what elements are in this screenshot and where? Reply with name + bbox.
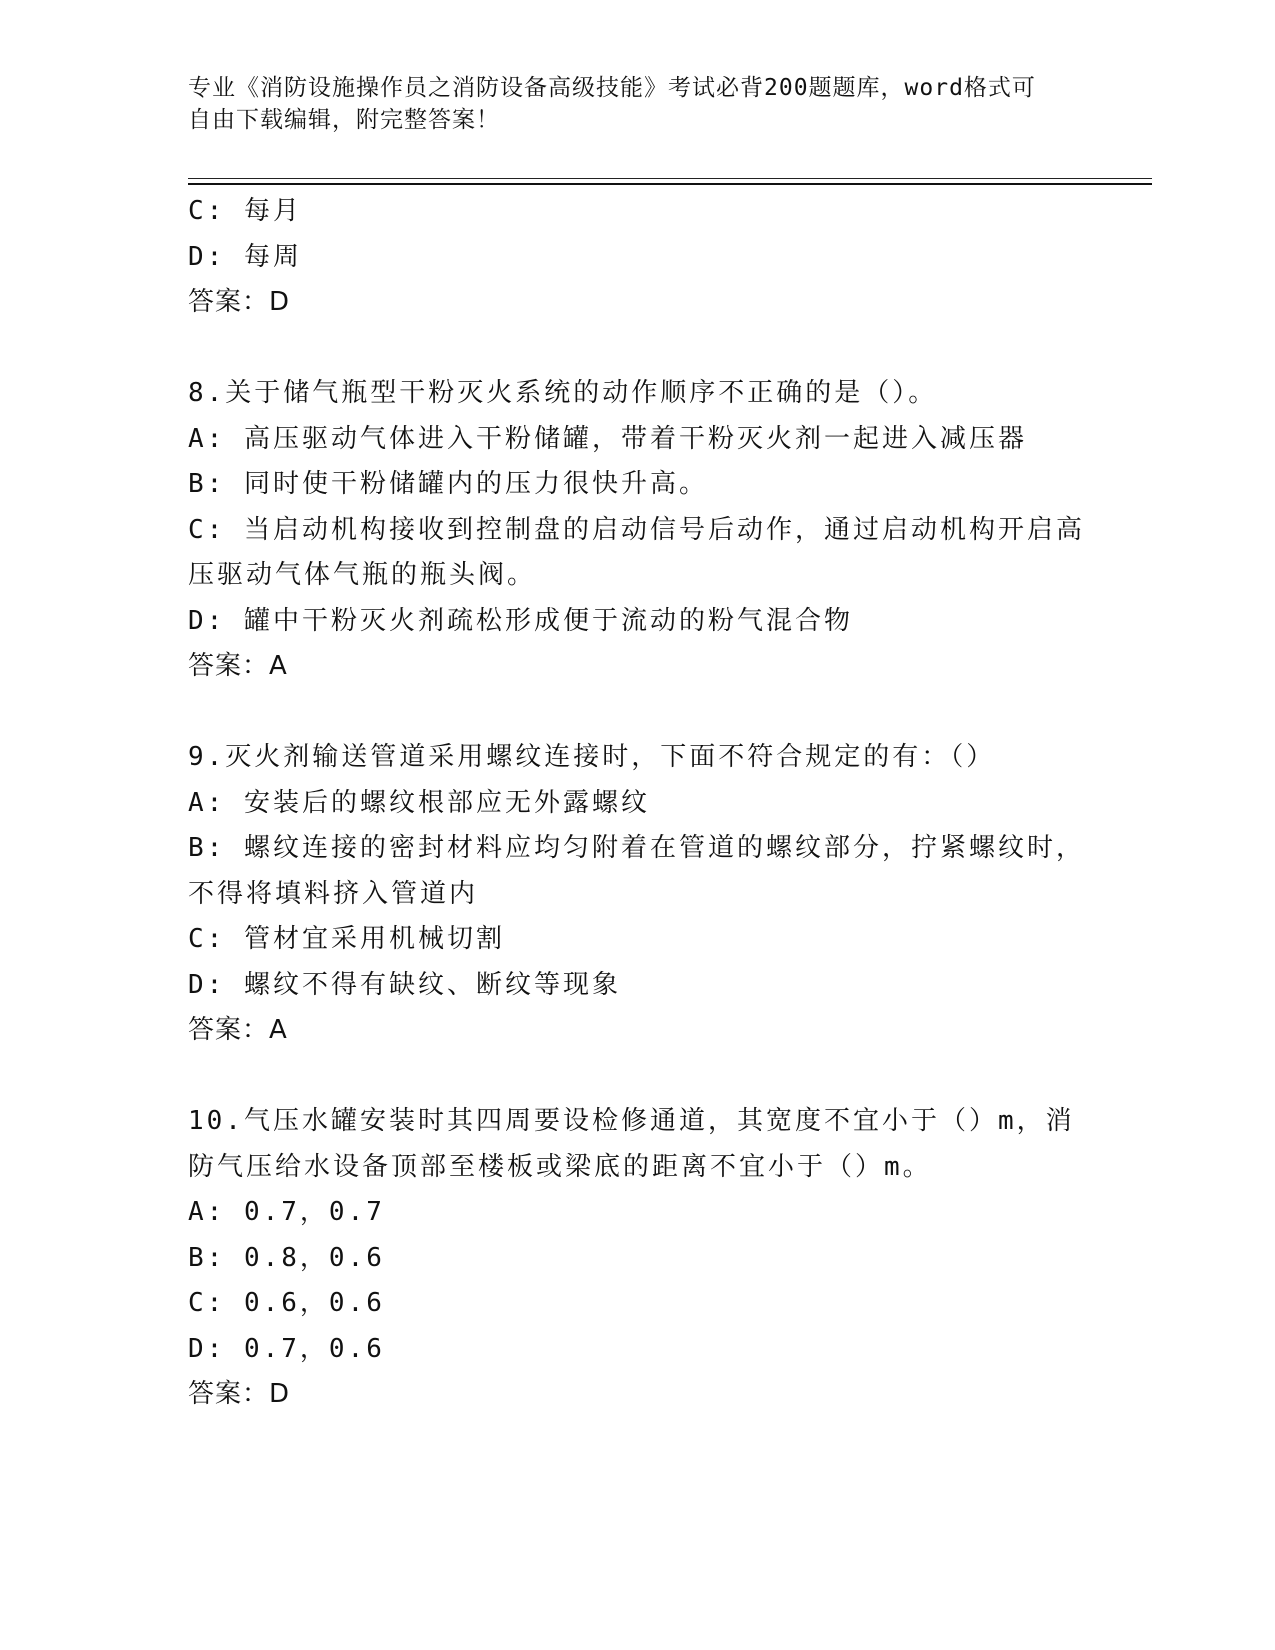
header-line-2: 自由下载编辑，附完整答案！ — [188, 107, 500, 133]
answer: 答案：D — [188, 287, 291, 317]
question-9 — [188, 735, 1088, 1054]
option-c: C: 0.6，0.6 — [188, 1288, 385, 1318]
question-list — [188, 189, 1088, 1418]
option-c: C: 管材宜采用机械切割 — [188, 924, 505, 954]
question-7-tail — [188, 189, 1088, 326]
option-d: D: 每周 — [188, 241, 302, 272]
spacer — [188, 1054, 1088, 1100]
document-header — [188, 72, 1068, 136]
option-c: C: 每月 — [188, 196, 302, 226]
spacer — [188, 690, 1088, 736]
header-rule-thin — [188, 178, 1152, 179]
option-a: A: 0.7，0.7 — [188, 1197, 385, 1227]
question-stem: 8.关于储气瓶型干粉灭火系统的动作顺序不正确的是（）。 — [188, 378, 938, 408]
option-d: D: 螺纹不得有缺纹、断纹等现象 — [188, 969, 621, 1000]
header-rule-thick — [188, 183, 1152, 185]
option-d: D: 0.7，0.6 — [188, 1333, 385, 1364]
option-a: A: 安装后的螺纹根部应无外露螺纹 — [188, 787, 650, 818]
question-8 — [188, 371, 1088, 690]
option-b: B: 0.8，0.6 — [188, 1242, 385, 1273]
answer: 答案：A — [188, 1015, 288, 1045]
answer: 答案：A — [188, 651, 288, 681]
question-stem: 9.灭火剂输送管道采用螺纹连接时，下面不符合规定的有：（） — [188, 742, 996, 772]
option-b: B: 螺纹连接的密封材料应均匀附着在管道的螺纹部分，拧紧螺纹时， — [188, 833, 1085, 863]
option-c: C: 当启动机构接收到控制盘的启动信号后动作，通过启动机构开启高 — [188, 514, 1085, 545]
spacer — [188, 326, 1088, 372]
answer: 答案：D — [188, 1379, 291, 1409]
question-10 — [188, 1099, 1088, 1418]
header-line-1: 专业《消防设施操作员之消防设备高级技能》考试必背200题题库，word格式可 — [188, 75, 1036, 101]
option-a: A: 高压驱动气体进入干粉储罐，带着干粉灭火剂一起进入减压器 — [188, 423, 1027, 454]
option-c-continued: 压驱动气体气瓶的瓶头阀。 — [188, 560, 537, 590]
option-d: D: 罐中干粉灭火剂疏松形成便于流动的粉气混合物 — [188, 605, 853, 636]
question-stem-continued: 防气压给水设备顶部至楼板或梁底的距离不宜小于（）m。 — [188, 1151, 932, 1182]
question-stem: 10.气压水罐安装时其四周要设检修通道，其宽度不宜小于（）m，消 — [188, 1106, 1075, 1136]
option-b-continued: 不得将填料挤入管道内 — [188, 878, 479, 909]
option-b: B: 同时使干粉储罐内的压力很快升高。 — [188, 469, 708, 499]
